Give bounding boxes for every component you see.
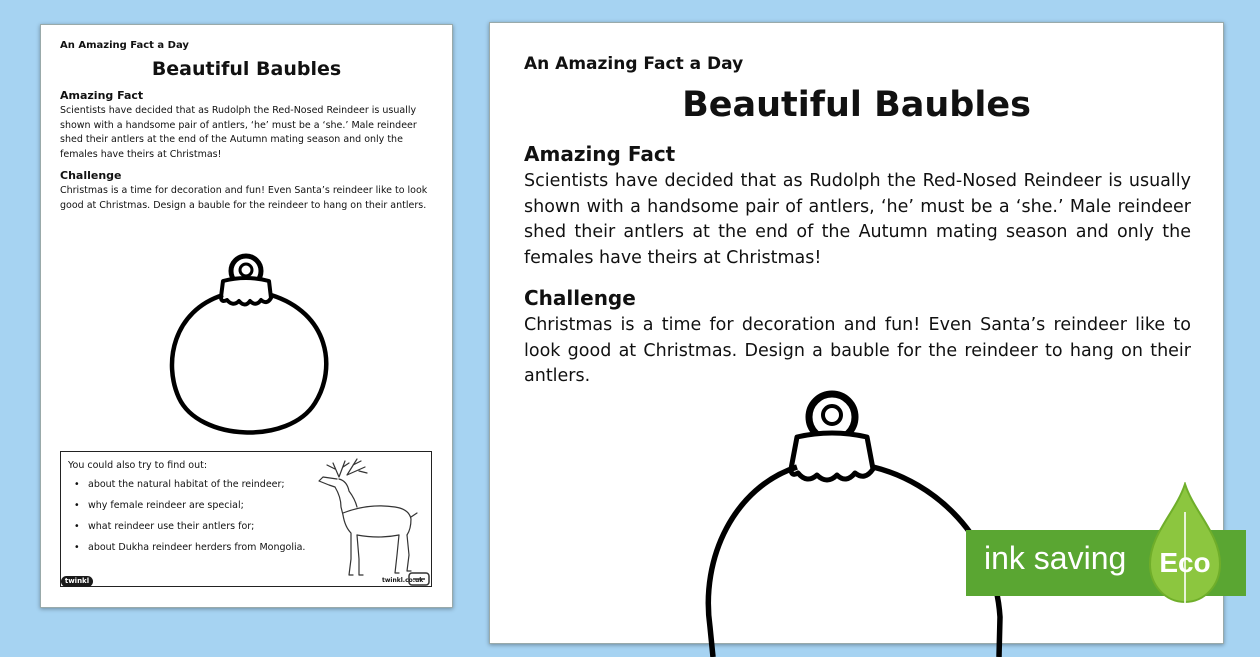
list-item: • what reindeer use their antlers for;: [67, 516, 305, 537]
bauble-outline-icon: [705, 387, 1015, 657]
find-out-list: [67, 474, 305, 558]
challenge-heading: Challenge: [524, 286, 636, 310]
list-item: • about Dukha reindeer herders from Mongolia.: [67, 537, 305, 558]
worksheet-thumbnail: [40, 24, 453, 608]
challenge-heading: Challenge: [60, 169, 122, 182]
ink-saving-label: ink saving: [984, 540, 1127, 576]
challenge-text: Christmas is a time for decoration and fun! Even Santa’s reindeer like to look good at Christmas. Design a bauble for the reindeer to hang on their antlers.: [524, 315, 1191, 386]
fact-text: Scientists have decided that as Rudolph the Red-Nosed Reindeer is usually shown with a handsome pair of antlers, ‘he’ must be a ‘she.’ Male reindeer shed their antlers at the end of the Autumn mating season and only the females have theirs at Christmas!: [60, 105, 417, 160]
reindeer-icon: [299, 455, 431, 583]
list-item: • about the natural habitat of the reindeer;: [67, 474, 305, 495]
challenge-text: Christmas is a time for decoration and fun! Even Santa’s reindeer like to look good at Christmas. Design a bauble for the reindeer to hang on their antlers.: [60, 185, 428, 211]
page-title: Beautiful Baubles: [151, 58, 342, 80]
find-out-intro: You could also try to find out:: [68, 460, 208, 471]
kicker: An Amazing Fact a Day: [524, 54, 744, 74]
twinkl-logo: twinkl: [61, 576, 93, 587]
leaf-drop-icon: [1146, 482, 1224, 618]
list-item: • why female reindeer are special;: [67, 495, 305, 516]
fact-heading: Amazing Fact: [524, 142, 676, 166]
kicker: An Amazing Fact a Day: [60, 40, 189, 51]
bauble-outline-icon: [157, 223, 335, 458]
page-title: Beautiful Baubles: [682, 85, 1031, 125]
fact-heading: Amazing Fact: [60, 89, 144, 102]
fact-text: Scientists have decided that as Rudolph the Red-Nosed Reindeer is usually shown with a handsome pair of antlers, ‘he’ must be a ‘she.’ Male reindeer shed their antlers at the end of the Autumn mating season and only the females have theirs at Christmas!: [524, 171, 1191, 268]
footer-badge-icon: [408, 571, 430, 587]
find-out-box: [60, 451, 432, 587]
site-url: twinkl.co.uk: [382, 577, 424, 584]
eco-label: Eco: [1159, 547, 1211, 578]
